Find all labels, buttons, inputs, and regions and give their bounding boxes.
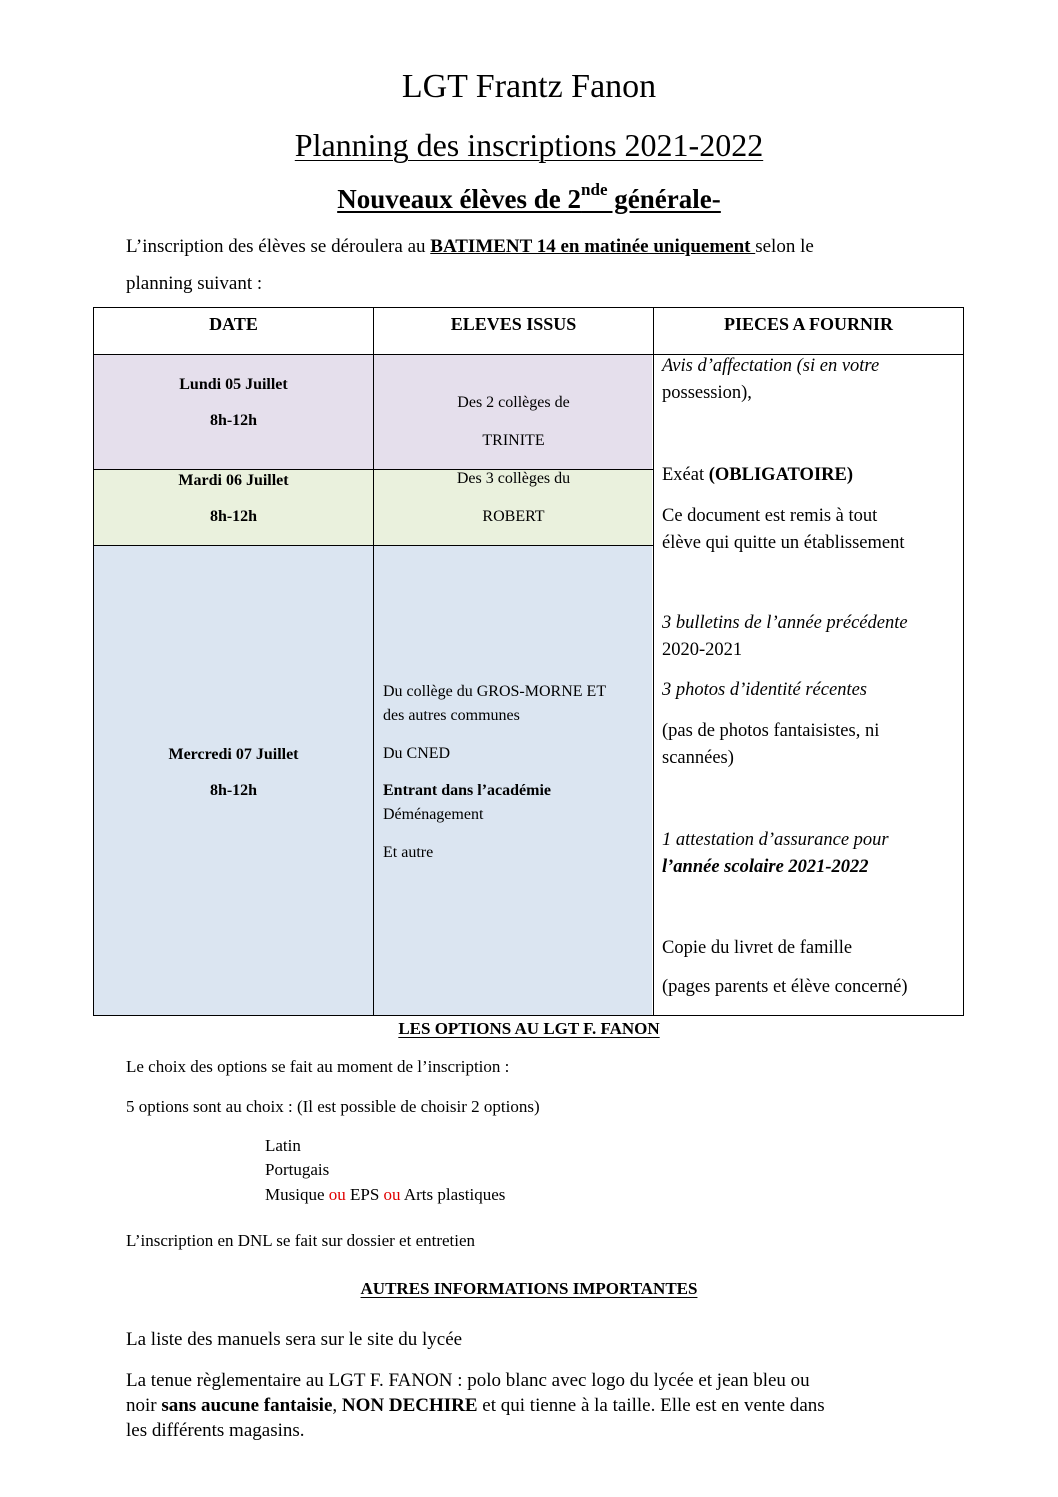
time-mardi: 8h-12h: [209, 508, 258, 525]
date-mardi: Mardi 06 Juillet: [178, 472, 289, 489]
piece-exeat: Exéat (OBLIGATOIRE): [662, 465, 854, 485]
piece-livret: Copie du livret de famille: [662, 938, 853, 958]
eleves-lundi-1: Des 2 collèges de: [457, 394, 570, 411]
piece-livret-note: (pages parents et élève concerné): [662, 977, 908, 997]
eleves-mercredi-1: Du collège du GROS-MORNE ET: [383, 683, 607, 700]
eleves-lundi-2: TRINITE: [482, 432, 545, 449]
piece-avis: Avis d’affectation (si en votre possession),: [662, 356, 880, 403]
date-mercredi: Mercredi 07 Juillet: [168, 746, 299, 763]
options-title: LES OPTIONS AU LGT F. FANON: [398, 1019, 660, 1038]
tenue-text: La tenue règlementaire au LGT F. FANON : polo blanc avec logo du lycée et jean bleu ou noir sans aucune fantaisie, NON DECHIRE et qui tienne à la taille. Elle est en vente dans les différents magasins.: [126, 1370, 825, 1441]
piece-bulletins: 3 bulletins de l’année précédente 2020-2021: [662, 613, 908, 660]
header-eleves: ELEVES ISSUS: [450, 314, 577, 334]
eleves-mercredi-4: Entrant dans l’académie: [383, 782, 551, 799]
eleves-mercredi-6: Et autre: [383, 844, 434, 861]
autres-title: AUTRES INFORMATIONS IMPORTANTES: [360, 1279, 698, 1298]
eleves-mardi-1: Des 3 collèges du: [456, 470, 571, 487]
options-line1: Le choix des options se fait au moment de l’inscription :: [126, 1057, 510, 1076]
eleves-mercredi-5: Déménagement: [383, 806, 484, 823]
eleves-mercredi-2: des autres communes: [383, 707, 520, 724]
planning-title: Planning des inscriptions 2021-2022: [294, 127, 764, 163]
options-line2: 5 options sont au choix : (Il est possible de choisir 2 options): [126, 1097, 540, 1116]
header-date: DATE: [209, 314, 258, 334]
header-pieces: PIECES A FOURNIR: [723, 314, 894, 334]
school-title: LGT Frantz Fanon: [401, 68, 657, 105]
section-subtitle: Nouveaux élèves de 2nde générale-: [337, 180, 721, 214]
piece-attestation: 1 attestation d’assurance pour l’année scolaire 2021-2022: [662, 830, 889, 877]
piece-exeat-note: Ce document est remis à tout élève qui quitte un établissement: [662, 506, 905, 553]
manuels-text: La liste des manuels sera sur le site du lycée: [126, 1329, 463, 1350]
intro-text: L’inscription des élèves se déroulera au BATIMENT 14 en matinée uniquement selon le planning suivant :: [126, 236, 814, 294]
time-lundi: 8h-12h: [209, 412, 258, 429]
date-lundi: Lundi 05 Juillet: [179, 376, 288, 393]
eleves-mardi-2: ROBERT: [482, 508, 545, 525]
option-portugais: Portugais: [265, 1160, 330, 1179]
option-arts: Musique ou EPS ou Arts plastiques: [265, 1185, 506, 1204]
piece-photos: 3 photos d’identité récentes: [662, 680, 867, 700]
piece-photos-note: (pas de photos fantaisistes, ni scannées): [662, 721, 880, 768]
option-latin: Latin: [265, 1136, 301, 1155]
dnl-text: L’inscription en DNL se fait sur dossier et entretien: [126, 1231, 476, 1250]
time-mercredi: 8h-12h: [209, 782, 258, 799]
eleves-mercredi-3: Du CNED: [383, 745, 451, 762]
